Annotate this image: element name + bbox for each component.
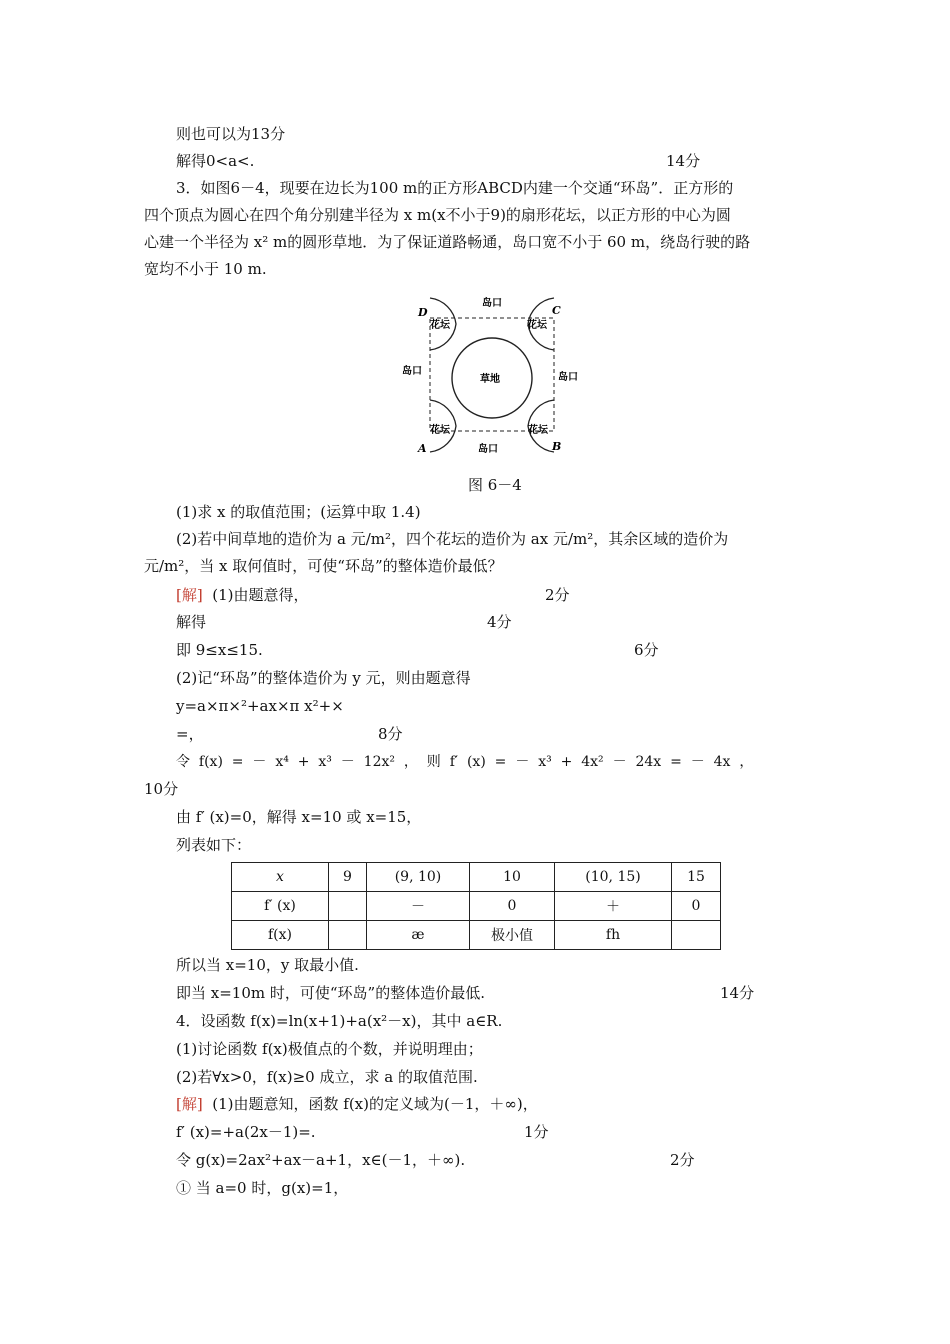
score-mark: 14分 — [666, 152, 701, 170]
text-line: 4．设函数 f(x)=ln(x+1)+a(x²－x)，其中 a∈R. — [176, 1012, 503, 1030]
text-line: [解] (1)由题意知，函数 f(x)的定义域为(－1，＋∞)， — [176, 1095, 538, 1113]
table-cell: ＋ — [555, 892, 672, 921]
text-line: 四个顶点为圆心在四个角分别建半径为 x m(x不小于9)的扇形花坛，以正方形的中心为圆 — [144, 206, 731, 224]
table-cell: 15 — [672, 863, 721, 892]
text-line: 令 g(x)=2ax²+ax－a+1，x∈(－1，＋∞). — [176, 1151, 466, 1169]
text-line: 解得 — [176, 613, 207, 631]
score-mark: 8分 — [378, 725, 403, 743]
score-mark: 14分 — [720, 984, 755, 1002]
flower-bed-label: 花坛 — [527, 320, 547, 331]
text-line: (1)讨论函数 f(x)极值点的个数，并说明理由； — [176, 1040, 483, 1058]
solution-tag: [解] — [176, 1095, 203, 1113]
flower-bed-label: 花坛 — [528, 425, 548, 436]
table-row — [232, 892, 721, 921]
text-line: 令 f(x) = － x⁴ + x³ － 12x² ， 则 f′ (x) = － x³ + 4x² － 24x = － 4x ， — [176, 754, 754, 770]
flower-bed-label: 花坛 — [430, 320, 450, 331]
table-cell: f(x) — [232, 921, 329, 950]
text-line: 心建一个半径为 x² m的圆形草地．为了保证道路畅通，岛口宽不小于 60 m，绕岛行驶的路 — [144, 233, 751, 251]
text-line: 列表如下： — [176, 836, 252, 854]
gate-label: 岛口 — [558, 372, 578, 383]
table-row — [232, 863, 721, 892]
text-line: y=a×π×²+ax×π x²+× — [176, 697, 344, 715]
gate-label: 岛口 — [402, 366, 422, 377]
text-line: (2)记“环岛”的整体造价为 y 元，则由题意得 — [176, 669, 471, 687]
gate-label: 岛口 — [482, 298, 502, 309]
lawn-label: 草地 — [480, 374, 500, 385]
text-line: 即当 x=10m 时，可使“环岛”的整体造价最低. — [176, 984, 485, 1002]
table-cell — [672, 921, 721, 950]
corner-b-label: B — [552, 440, 562, 453]
text-line: (2)若∀x>0，f(x)≥0 成立，求 a 的取值范围. — [176, 1068, 478, 1086]
text-line: [解] (1)由题意得， — [176, 586, 309, 604]
score-mark: 10分 — [144, 780, 179, 798]
text-line: 3．如图6－4，现要在边长为100 m的正方形ABCD内建一个交通“环岛”．正方形的 — [176, 179, 734, 197]
table-row — [232, 921, 721, 950]
text-line: ① 当 a=0 时，g(x)=1， — [176, 1179, 349, 1197]
figure-caption: 图 6－4 — [468, 476, 522, 494]
table-cell: (10, 15) — [555, 863, 672, 892]
text-line: f′ (x)=+a(2x－1)=. — [176, 1123, 316, 1141]
text-line: 即 9≤x≤15. — [176, 641, 263, 659]
score-mark: 2分 — [670, 1151, 695, 1169]
score-mark: 4分 — [487, 613, 512, 631]
text-line: (2)若中间草地的造价为 a 元/m²，四个花坛的造价为 ax 元/m²，其余区域的造价为 — [176, 530, 729, 548]
score-mark: 6分 — [634, 641, 659, 659]
text-line: =， — [176, 725, 204, 743]
text-line: 由 f′ (x)=0，解得 x=10 或 x=15， — [176, 808, 422, 826]
corner-d-label: D — [418, 306, 428, 319]
score-mark: 1分 — [524, 1123, 549, 1141]
derivative-table — [231, 862, 721, 950]
table-cell: － — [367, 892, 470, 921]
text-line: 宽均不小于 10 m. — [144, 260, 267, 278]
table-cell: 9 — [329, 863, 367, 892]
table-cell — [329, 892, 367, 921]
table-cell: 0 — [470, 892, 555, 921]
table-cell: æ — [367, 921, 470, 950]
table-cell: (9, 10) — [367, 863, 470, 892]
corner-a-label: A — [418, 442, 427, 455]
text-line: 解得0<a<. — [176, 152, 255, 170]
flower-bed-label: 花坛 — [430, 425, 450, 436]
table-cell — [329, 921, 367, 950]
table-cell: fh — [555, 921, 672, 950]
roundabout-figure — [398, 292, 588, 458]
table-cell: 极小值 — [470, 921, 555, 950]
text-line: 所以当 x=10，y 取最小值. — [176, 956, 359, 974]
gate-label: 岛口 — [478, 444, 498, 455]
solution-tag: [解] — [176, 586, 203, 604]
text-line: (1)求 x 的取值范围；(运算中取 1.4) — [176, 503, 421, 521]
table-cell: x — [232, 863, 329, 892]
score-mark: 2分 — [545, 586, 570, 604]
table-cell: f′ (x) — [232, 892, 329, 921]
text-line: 元/m²，当 x 取何值时，可使“环岛”的整体造价最低？ — [144, 557, 503, 575]
table-cell: 10 — [470, 863, 555, 892]
table-cell: 0 — [672, 892, 721, 921]
text-line: 则也可以为13分 — [176, 125, 286, 143]
corner-c-label: C — [552, 304, 561, 317]
